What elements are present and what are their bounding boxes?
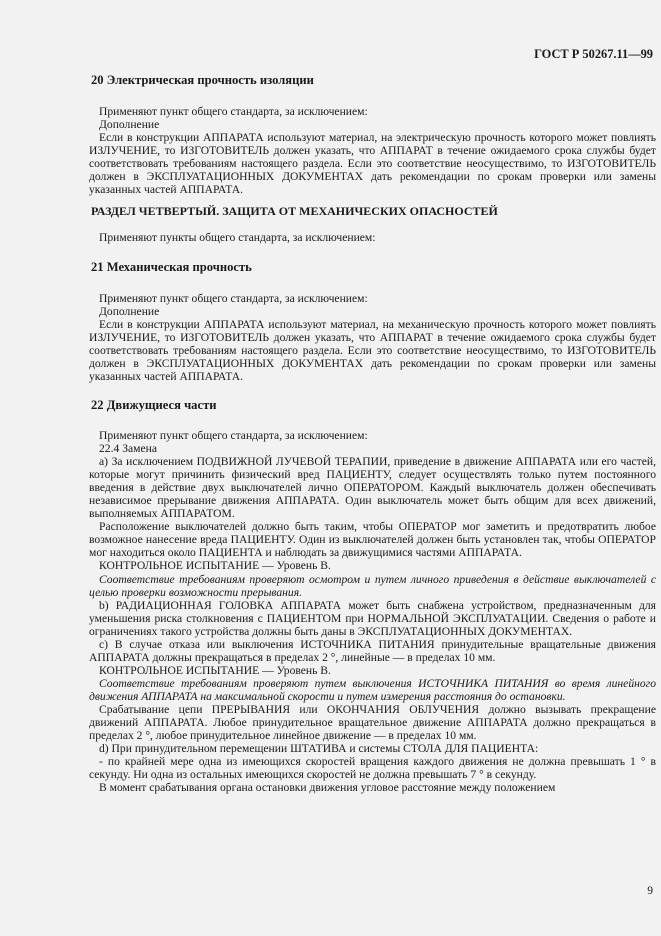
section-20-heading: 20 Электрическая прочность изоляции: [91, 73, 314, 87]
section-21-body: [89, 292, 656, 383]
part-four-heading: РАЗДЕЛ ЧЕТВЕРТЫЙ. ЗАЩИТА ОТ МЕХАНИЧЕСКИХ ОПАСНОСТЕЙ: [91, 204, 498, 218]
paragraph: Срабатывание цепи ПРЕРЫВАНИЯ или ОКОНЧАНИЯ ОБЛУЧЕНИЯ должно вызывать прекращение движений АППАРАТА. Любое принудительное вращательное движение АППАРАТА должно прекращаться в пределах 2 °, любое принудительное линейное движение — в пределах 10 мм.: [89, 702, 656, 743]
paragraph: Применяют пункт общего стандарта, за исключением:: [99, 292, 368, 305]
paragraph: КОНТРОЛЬНОЕ ИСПЫТАНИЕ — Уровень B.: [99, 663, 331, 677]
paragraph: КОНТРОЛЬНОЕ ИСПЫТАНИЕ — Уровень B.: [99, 559, 331, 573]
paragraph: Расположение выключателей должно быть таким, чтобы ОПЕРАТОР мог заметить и предотвратить любое возможное нанесение вреда ПАЦИЕНТУ. Один из выключателей должен быть установлен так, чтобы ОПЕРАТОР мог находиться около ПАЦИЕНТА и наблюдать за движущимися частями АППАРАТА.: [89, 520, 656, 560]
paragraph: - по крайней мере одна из имеющихся скоростей вращения каждого движения не должна превышать 1 ° в секунду. Ни одна из остальных имеющихся скоростей не должна превышать 7 ° в секунду.: [89, 755, 656, 782]
paragraph: a) За исключением ПОДВИЖНОЙ ЛУЧЕВОЙ ТЕРАПИИ, приведение в движение АППАРАТА или его частей, которые могут причинить физический вред ПАЦИЕНТУ, следует осуществлять только путем постоянного введения в действие двух выключателей лично ОПЕРАТОРОМ. Каждый выключатель должен обеспечивать независимое прерывание движения АППАРАТА. Один выключатель может быть общим для всех движений, выполняемых АППАРАТОМ.: [89, 455, 656, 521]
document-code: ГОСТ Р 50267.11—99: [534, 47, 653, 61]
page-number: 9: [647, 884, 653, 897]
paragraph: Дополнение: [99, 118, 160, 132]
paragraph: Применяют пункт общего стандарта, за исключением:: [99, 105, 368, 118]
paragraph: Применяют пункт общего стандарта, за исключением:: [99, 429, 368, 442]
paragraph: Дополнение: [99, 305, 160, 319]
section-21-heading: 21 Механическая прочность: [91, 260, 252, 274]
paragraph: В момент срабатывания органа остановки движения угловое расстояние между положением: [99, 781, 556, 795]
paragraph: Применяют пункты общего стандарта, за исключением:: [99, 231, 376, 244]
part-four-body: [89, 231, 656, 244]
paragraph-italic: Соответствие требованиям проверяют путем выключения ИСТОЧНИКА ПИТАНИЯ во время линейного движения АППАРАТА на максимальной скорости и путем измерения расстояния до остановки.: [89, 676, 656, 703]
paragraph: c) В случае отказа или выключения ИСТОЧНИКА ПИТАНИЯ принудительные вращательные движения АППАРАТА должны прекращаться в пределах 2 °, линейные — в пределах 10 мм.: [89, 637, 656, 664]
paragraph-italic: Соответствие требованиям проверяют осмотром и путем личного приведения в действие выключателей с целью проверки возможности прерывания.: [89, 572, 656, 599]
paragraph: Если в конструкции АППАРАТА используют материал, на электрическую прочность которого может повлиять ИЗЛУЧЕНИЕ, то ИЗГОТОВИТЕЛЬ должен указать, что АППАРАТ в течение ожидаемого срока службы будет соответствовать требованиям настоящего раздела. Если это соответствие неосуществимо, то ИЗГОТОВИТЕЛЬ должен в ЭКСПЛУАТАЦИОННЫХ ДОКУМЕНТАХ дать рекомендации по срокам проверки или замены указанных частей АППАРАТА.: [89, 131, 656, 197]
paragraph: b) РАДИАЦИОННАЯ ГОЛОВКА АППАРАТА может быть снабжена устройством, предназначенным для уменьшения риска столкновения с ПАЦИЕНТОМ при НОРМАЛЬНОЙ ЭКСПЛУАТАЦИИ. Сведения о работе и ограничениях такого устройства должны быть даны в ЭКСПЛУАТАЦИОННЫХ ДОКУМЕНТАХ.: [89, 598, 656, 638]
section-22-body: [89, 429, 656, 794]
section-20-body: [89, 105, 656, 196]
paragraph: 22.4 Замена: [99, 442, 157, 456]
paragraph: Если в конструкции АППАРАТА используют материал, на механическую прочность которого может повлиять ИЗЛУЧЕНИЕ, то ИЗГОТОВИТЕЛЬ должен указать, что АППАРАТ в течение ожидаемого срока службы будет соответствовать требованиям настоящего раздела. Если это соответствие неосуществимо, то ИЗГОТОВИТЕЛЬ должен в ЭКСПЛУАТАЦИОННЫХ ДОКУМЕНТАХ дать рекомендации по срокам проверки или замены указанных частей АППАРАТА.: [89, 318, 656, 384]
paragraph: d) При принудительном перемещении ШТАТИВА и системы СТОЛА ДЛЯ ПАЦИЕНТА:: [99, 742, 539, 756]
section-22-heading: 22 Движущиеся части: [91, 398, 217, 412]
